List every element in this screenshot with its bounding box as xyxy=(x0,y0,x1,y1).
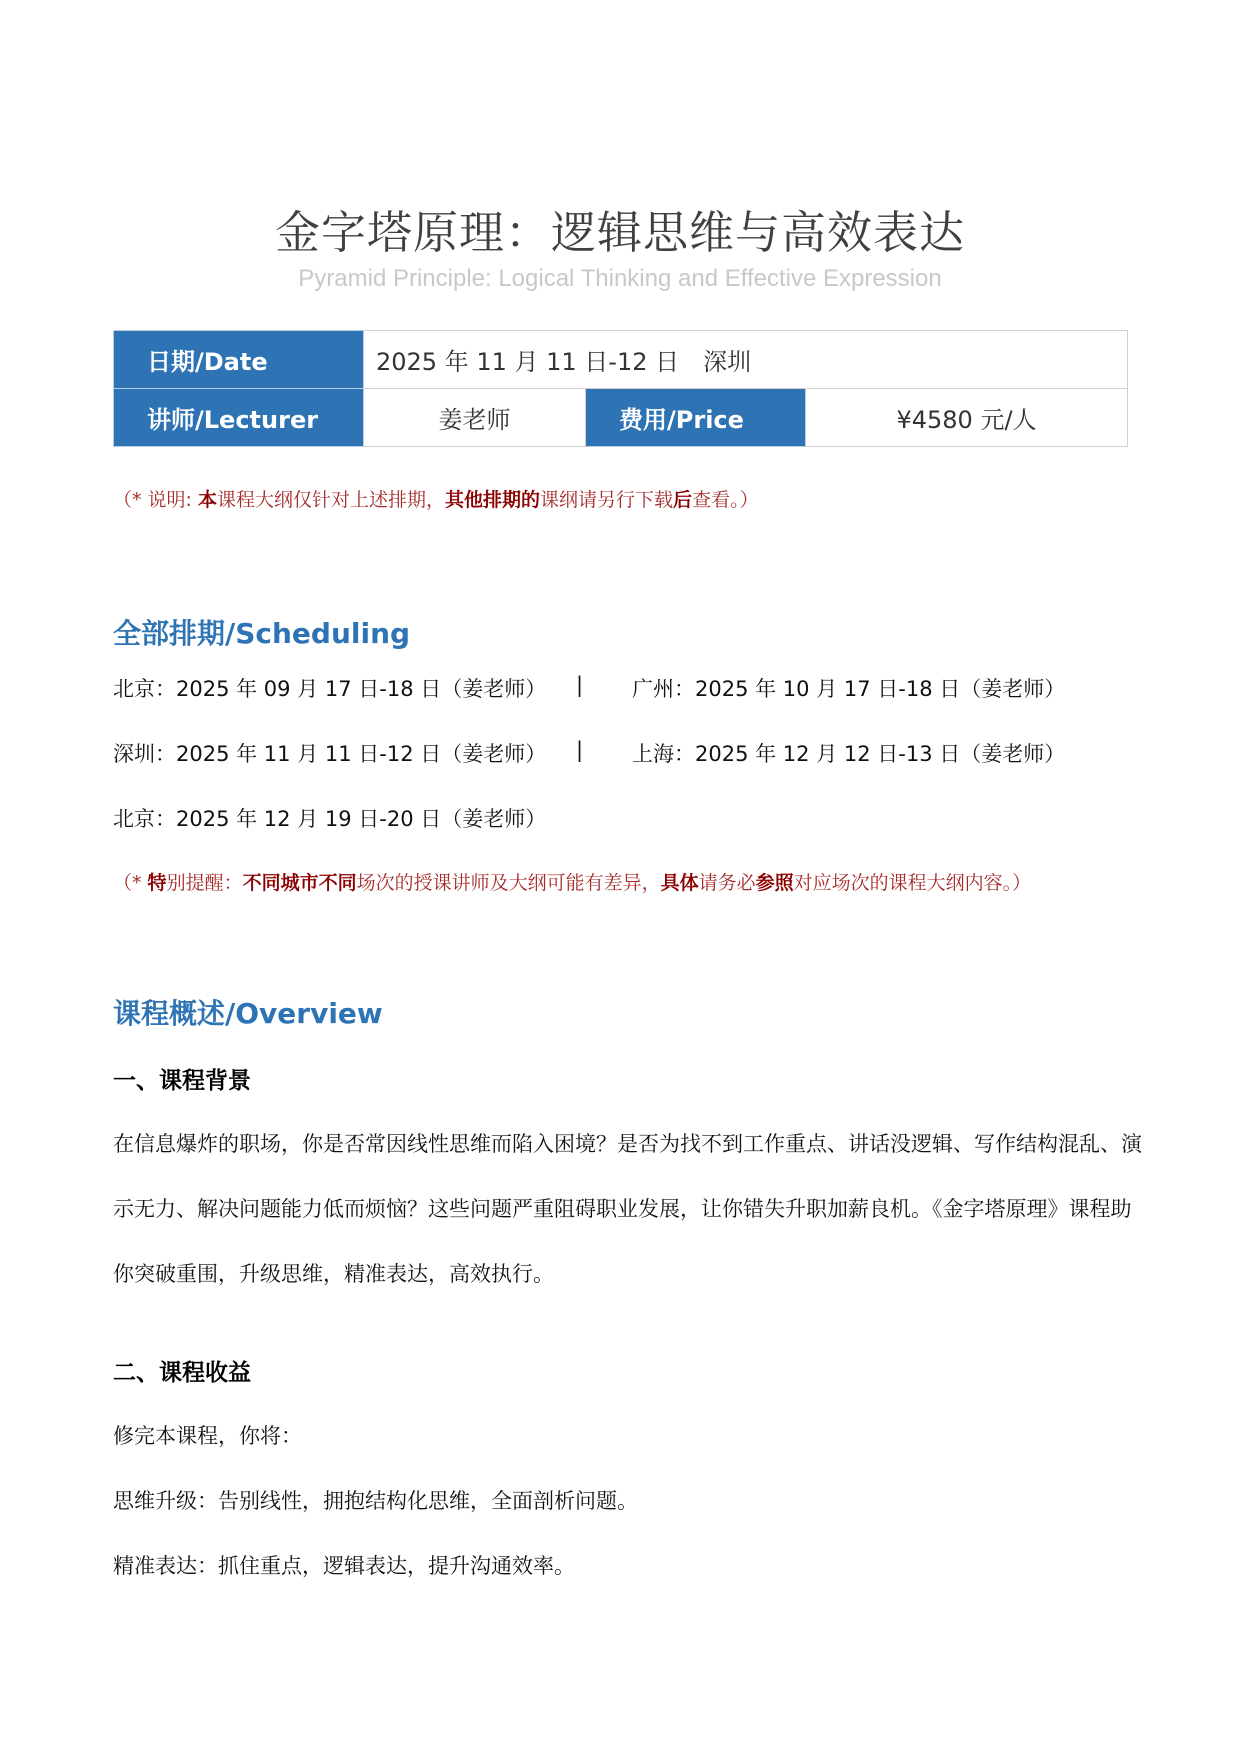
schedule-item: 北京：2025 年 12 月 19 日-20 日（姜老师） xyxy=(113,807,547,831)
schedule-item: 北京：2025 年 09 月 17 日-18 日（姜老师） xyxy=(113,677,547,701)
benefits-heading: 二、课程收益 xyxy=(113,1360,251,1386)
schedule-reminder xyxy=(113,868,1031,895)
background-paragraph-line: 示无力、解决问题能力低而烦恼？这些问题严重阻碍职业发展，让你错失升职加薪良机。《金字塔原理》课程助 xyxy=(113,1197,1132,1221)
background-paragraph-line: 你突破重围，升级思维，精准表达，高效执行。 xyxy=(113,1262,554,1286)
page-title: 金字塔原理：逻辑思维与高效表达 xyxy=(274,206,965,259)
schedule-note xyxy=(113,485,759,512)
benefits-line: 精准表达：抓住重点，逻辑表达，提升沟通效率。 xyxy=(113,1554,575,1578)
schedule-item: 深圳：2025 年 11 月 11 日-12 日（姜老师） xyxy=(113,742,547,766)
schedule-separator: | xyxy=(576,673,584,697)
schedule-separator: | xyxy=(576,738,584,762)
price-value: ¥4580 元/人 xyxy=(806,389,1128,447)
date-row xyxy=(114,331,1128,389)
date-label: 日期/Date xyxy=(114,331,364,389)
reminder-part-bold: 特 xyxy=(147,872,167,894)
reminder-part-bold: 不同城市不同 xyxy=(242,872,357,894)
course-info-table xyxy=(113,330,1128,447)
overview-heading: 课程概述/Overview xyxy=(113,997,383,1030)
reminder-part: （* xyxy=(113,872,148,894)
reminder-part: 请务必 xyxy=(698,872,756,894)
lecturer-price-row xyxy=(114,389,1128,447)
note-part-bold: 本 xyxy=(197,489,217,511)
lecturer-label: 讲师/Lecturer xyxy=(114,389,364,447)
lecturer-value: 姜老师 xyxy=(364,389,586,447)
reminder-part: 别提醒： xyxy=(166,872,243,894)
page-subtitle: Pyramid Principle: Logical Thinking and Effective Expression xyxy=(298,265,942,292)
date-value: 2025 年 11 月 11 日-12 日 深圳 xyxy=(364,331,1128,389)
schedule-item: 上海：2025 年 12 月 12 日-13 日（姜老师） xyxy=(632,742,1066,766)
note-part: 课纲请另行下载 xyxy=(540,489,674,511)
note-part: （* 说明: xyxy=(113,489,198,511)
reminder-part-bold: 参照 xyxy=(755,872,794,894)
note-part-bold: 后 xyxy=(673,489,693,511)
scheduling-heading: 全部排期/Scheduling xyxy=(113,617,411,650)
benefits-line: 思维升级：告别线性，拥抱结构化思维，全面剖析问题。 xyxy=(113,1489,638,1513)
schedule-item: 广州：2025 年 10 月 17 日-18 日（姜老师） xyxy=(632,677,1066,701)
background-heading: 一、课程背景 xyxy=(113,1068,251,1094)
reminder-part: 场次的授课讲师及大纲可能有差异， xyxy=(356,872,661,894)
price-label: 费用/Price xyxy=(586,389,806,447)
background-paragraph-line: 在信息爆炸的职场，你是否常因线性思维而陷入困境？是否为找不到工作重点、讲话没逻辑、写作结构混乱、演 xyxy=(113,1132,1142,1156)
reminder-part: 对应场次的课程大纲内容。） xyxy=(793,872,1032,894)
note-part: 查看。） xyxy=(692,489,759,511)
benefits-line: 修完本课程，你将： xyxy=(113,1424,302,1448)
note-part-bold: 其他排期的 xyxy=(445,489,541,511)
note-part: 课程大纲仅针对上述排期， xyxy=(217,489,446,511)
reminder-part-bold: 具体 xyxy=(660,872,699,894)
